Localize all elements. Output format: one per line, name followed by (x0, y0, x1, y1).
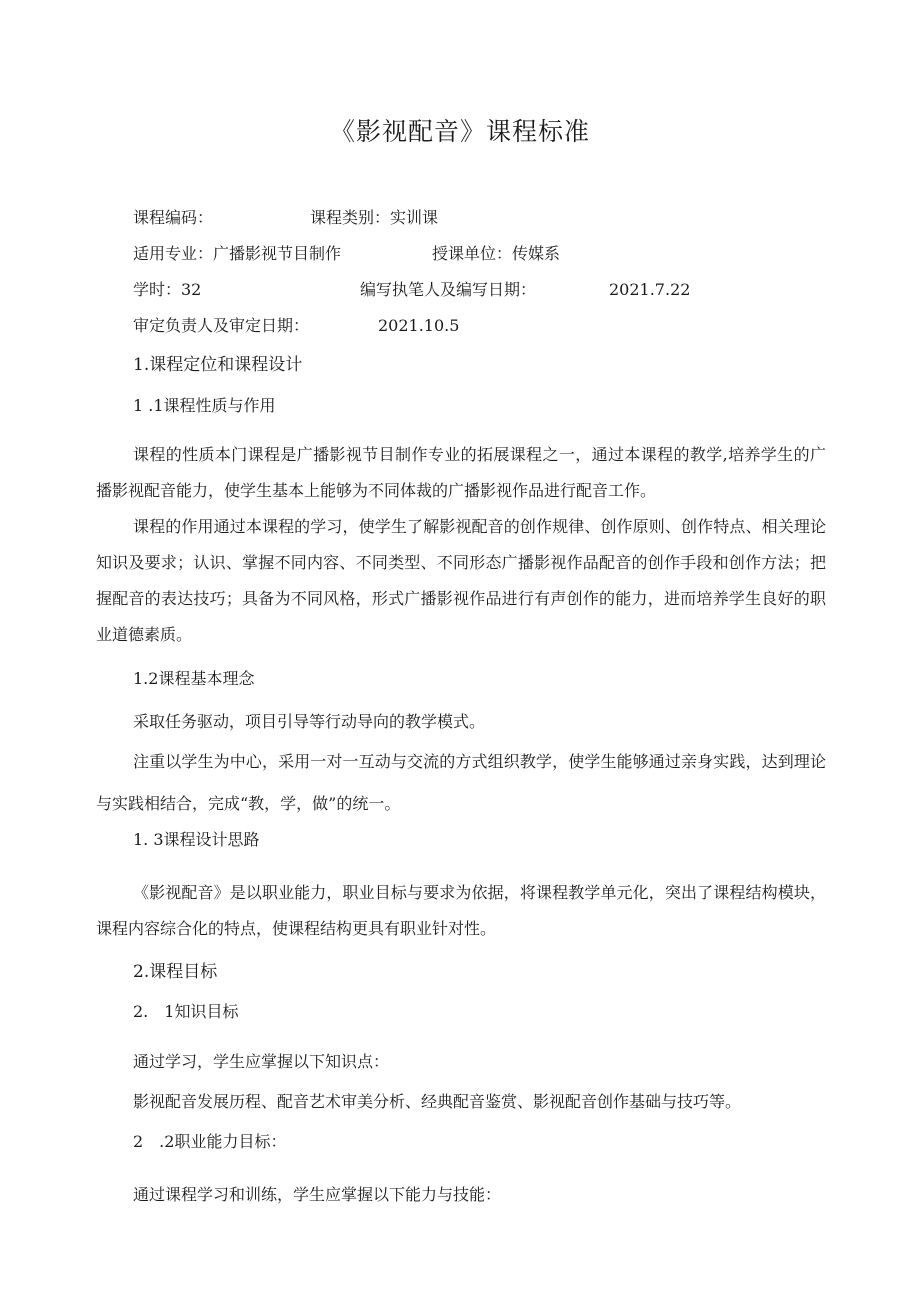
course-type-label: 课程类别：实训课 (310, 208, 439, 227)
major-label: 适用专业：广播影视节目制作 (133, 244, 342, 263)
review-date: 2021.10.5 (378, 316, 460, 335)
subsection-heading: 2 .2职业能力目标： (133, 1132, 287, 1151)
subsection-heading: 2. 1知识目标 (133, 1002, 239, 1021)
paragraph: 《影视配音》是以职业能力，职业目标与要求为依据，将课程教学单元化，突出了课程结构模块，课程内容综合化的特点，使课程结构更具有职业针对性。 (96, 883, 826, 938)
paragraph: 注重以学生为中心，采用一对一互动与交流的方式组织教学，使学生能够通过亲身实践，达到理论与实践相结合，完成“教，学，做”的统一。 (96, 752, 826, 813)
section-heading: 2.课程目标 (133, 962, 218, 982)
subsection-heading: 1. 3课程设计思路 (133, 830, 260, 849)
course-code-label: 课程编码： (133, 208, 214, 227)
paragraph: 影视配音发展历程、配音艺术审美分析、经典配音鉴赏、影视配音创作基础与技巧等。 (133, 1092, 742, 1111)
document-title: 《影视配音》课程标准 (329, 117, 590, 146)
paragraph: 采取任务驱动，项目引导等行动导向的教学模式。 (133, 712, 486, 731)
subsection-heading: 1.2课程基本理念 (133, 669, 255, 688)
subsection-heading: 1 .1课程性质与作用 (133, 396, 276, 415)
hours-label: 学时：32 (133, 280, 202, 299)
review-label: 审定负责人及审定日期： (133, 316, 310, 335)
author-label: 编写执笔人及编写日期： (360, 280, 537, 299)
dept-label: 授课单位：传媒系 (432, 244, 561, 263)
author-date: 2021.7.22 (609, 280, 691, 299)
paragraph: 通过课程学习和训练，学生应掌握以下能力与技能： (133, 1185, 502, 1204)
paragraph: 课程的作用通过本课程的学习，使学生了解影视配音的创作规律、创作原则、创作特点、相关理论知识及要求；认识、掌握不同内容、不同类型、不同形态广播影视作品配音的创作手段和创作方法；把握配音的表达技巧；具备为不同风格，形式广播影视作品进行有声创作的能力，进而培养学生良好的职业道德素质。 (96, 517, 826, 644)
paragraph: 通过学习，学生应掌握以下知识点： (133, 1052, 390, 1071)
paragraph: 课程的性质本门课程是广播影视节目制作专业的拓展课程之一，通过本课程的教学,培养学生的广播影视配音能力，使学生基本上能够为不同体裁的广播影视作品进行配音工作。 (96, 445, 826, 500)
section-heading: 1.课程定位和课程设计 (133, 355, 303, 375)
